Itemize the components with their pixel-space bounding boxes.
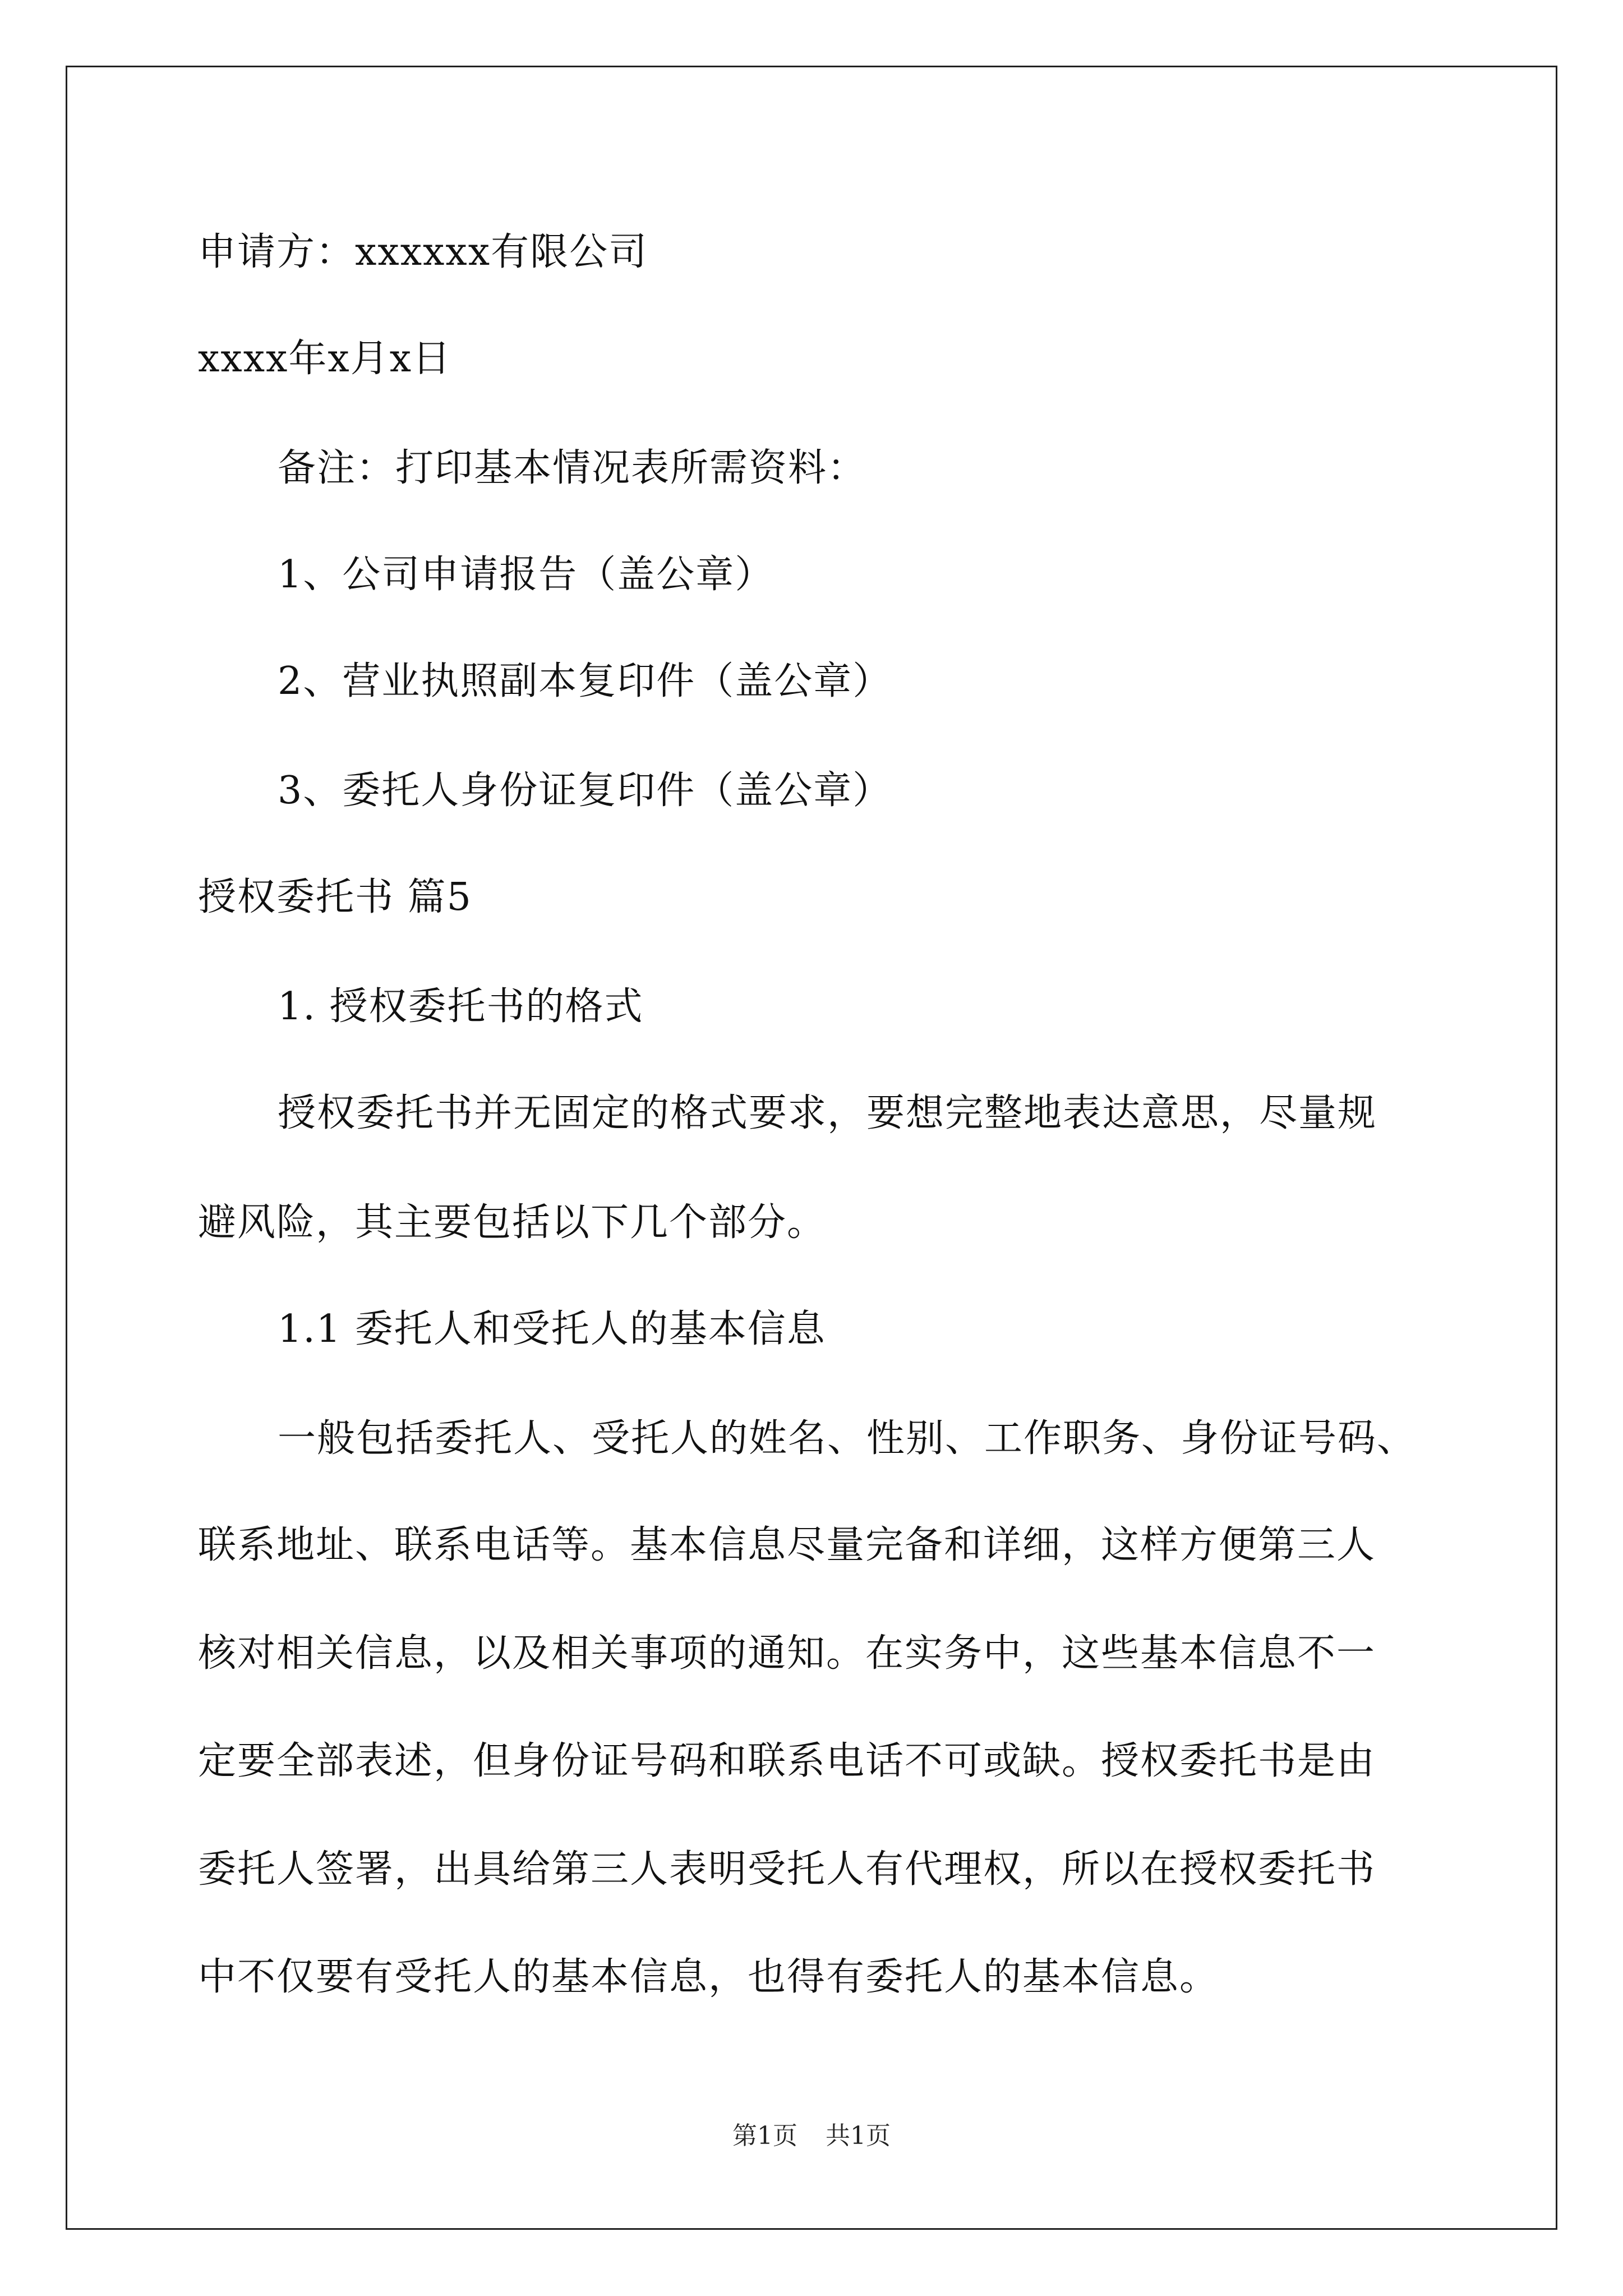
paragraph-line: 中不仅要有受托人的基本信息，也得有委托人的基本信息。 bbox=[198, 1955, 1219, 1999]
date-line: xxxx年x月x日 bbox=[198, 337, 452, 381]
paragraph-line: 避风险，其主要包括以下几个部分。 bbox=[198, 1200, 827, 1245]
paragraph-line: 一般包括委托人、受托人的姓名、性别、工作职务、身份证号码、 bbox=[278, 1416, 1417, 1461]
page-border bbox=[66, 66, 1557, 2230]
paragraph-line: 委托人签署，出具给第三人表明受托人有代理权，所以在授权委托书 bbox=[198, 1847, 1376, 1892]
paragraph-line: 联系地址、联系电话等。基本信息尽量完备和详细，这样方便第三人 bbox=[198, 1523, 1376, 1567]
subsection-heading: 1. 授权委托书的格式 bbox=[278, 984, 644, 1029]
paragraph-line: 核对相关信息，以及相关事项的通知。在实务中，这些基本信息不一 bbox=[198, 1631, 1376, 1676]
section-heading: 授权委托书 篇5 bbox=[198, 875, 472, 919]
page-footer bbox=[0, 2120, 1623, 2152]
note-line: 备注：打印基本情况表所需资料： bbox=[278, 446, 867, 490]
list-item: 1、公司申请报告（盖公章） bbox=[278, 553, 774, 597]
list-item: 3、委托人身份证复印件（盖公章） bbox=[278, 769, 892, 813]
paragraph-line: 定要全部表述，但身份证号码和联系电话不可或缺。授权委托书是由 bbox=[198, 1739, 1376, 1783]
subsection-heading: 1.1 委托人和受托人的基本信息 bbox=[278, 1307, 826, 1351]
list-item: 2、营业执照副本复印件（盖公章） bbox=[278, 659, 892, 703]
page-number: 第1页 bbox=[732, 2122, 797, 2150]
applicant-line: 申请方：xxxxxx有限公司 bbox=[198, 230, 648, 274]
paragraph-line: 授权委托书并无固定的格式要求，要想完整地表达意思，尽量规 bbox=[278, 1091, 1377, 1135]
page-total: 共1页 bbox=[826, 2122, 891, 2150]
